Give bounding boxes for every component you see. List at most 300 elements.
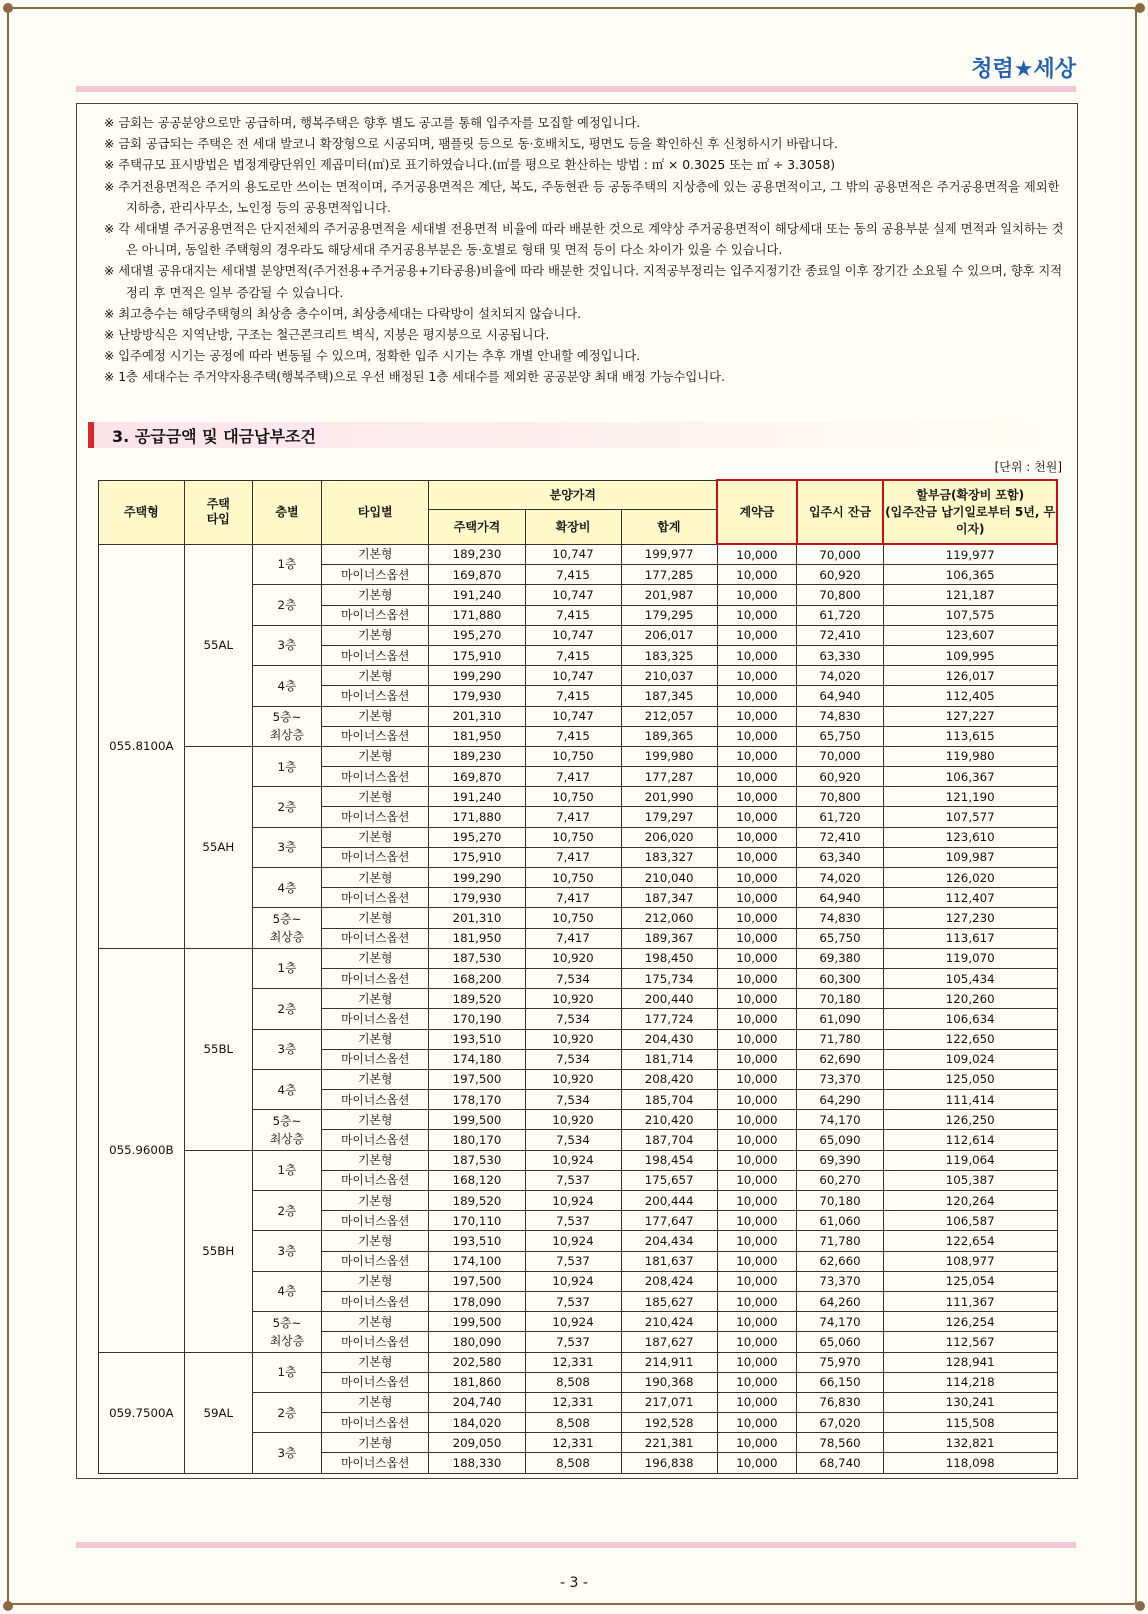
note-item: ※ 각 세대별 주거공용면적은 단지전체의 주거공용면적을 세대별 전용면적 비율에 따라 배분한 것으로 계약상 주거공용면적이 해당세대 또는 동의 공용부분 실제 면적과 일치하는 것은 아니며, 동일한 주택형의 경우라도 해당세대 주거공용부분은 동·호별로 형태 및 면적 등이 다소 차이가 있을 수 있습니다.	[104, 222, 1064, 258]
type-cell: 기본형	[322, 908, 429, 928]
unit-label: [단위 : 천원]	[994, 460, 1062, 474]
deposit-cell: 10,000	[717, 1392, 797, 1412]
house-type-cell: 055.9600B	[99, 948, 185, 1352]
frame-corner	[1135, 1601, 1145, 1611]
house-price-cell: 197,500	[429, 1069, 525, 1089]
col-house-type: 주택형	[99, 480, 185, 544]
type-cell: 기본형	[322, 1271, 429, 1291]
balance-cell: 72,410	[797, 625, 884, 645]
expansion-cell: 10,924	[525, 1191, 621, 1211]
expansion-cell: 7,415	[525, 565, 621, 585]
balance-cell: 65,750	[797, 726, 884, 746]
deposit-cell: 10,000	[717, 968, 797, 988]
total-cell: 204,434	[621, 1231, 717, 1251]
type-cell: 기본형	[322, 1150, 429, 1170]
deposit-cell: 10,000	[717, 888, 797, 908]
table-row	[99, 1150, 1058, 1170]
deposit-cell: 10,000	[717, 908, 797, 928]
total-cell: 199,977	[621, 544, 717, 565]
type-cell: 마이너스옵션	[322, 1090, 429, 1110]
expansion-cell: 10,747	[525, 666, 621, 686]
footer-divider	[76, 1542, 1076, 1548]
balance-cell: 70,180	[797, 989, 884, 1009]
balance-cell: 63,340	[797, 847, 884, 867]
deposit-cell: 10,000	[717, 1352, 797, 1372]
balance-cell: 70,180	[797, 1191, 884, 1211]
deposit-cell: 10,000	[717, 847, 797, 867]
deposit-cell: 10,000	[717, 1433, 797, 1453]
expansion-cell: 7,534	[525, 1049, 621, 1069]
page-number: - 3 -	[560, 1575, 588, 1591]
deposit-cell: 10,000	[717, 585, 797, 605]
installment-cell: 106,634	[883, 1009, 1057, 1029]
expansion-cell: 10,920	[525, 1110, 621, 1130]
balance-cell: 74,830	[797, 908, 884, 928]
deposit-cell: 10,000	[717, 1271, 797, 1291]
installment-cell: 132,821	[883, 1433, 1057, 1453]
total-cell: 189,365	[621, 726, 717, 746]
type-cell: 마이너스옵션	[322, 1009, 429, 1029]
house-price-cell: 195,270	[429, 827, 525, 847]
installment-cell: 109,995	[883, 645, 1057, 665]
total-cell: 175,657	[621, 1170, 717, 1190]
total-cell: 185,627	[621, 1291, 717, 1311]
balance-cell: 76,830	[797, 1392, 884, 1412]
deposit-cell: 10,000	[717, 1150, 797, 1170]
balance-cell: 61,720	[797, 605, 884, 625]
balance-cell: 71,780	[797, 1231, 884, 1251]
house-price-cell: 189,230	[429, 746, 525, 766]
balance-cell: 74,020	[797, 868, 884, 888]
deposit-cell: 10,000	[717, 1413, 797, 1433]
type-cell: 마이너스옵션	[322, 605, 429, 625]
house-price-cell: 189,230	[429, 544, 525, 565]
col-floor: 층별	[252, 480, 321, 544]
installment-cell: 121,187	[883, 585, 1057, 605]
total-cell: 212,057	[621, 706, 717, 726]
expansion-cell: 7,534	[525, 1090, 621, 1110]
total-cell: 179,297	[621, 807, 717, 827]
floor-cell: 2층	[252, 787, 321, 827]
installment-cell: 112,614	[883, 1130, 1057, 1150]
house-price-cell: 169,870	[429, 767, 525, 787]
deposit-cell: 10,000	[717, 706, 797, 726]
deposit-cell: 10,000	[717, 1332, 797, 1352]
house-price-cell: 199,290	[429, 666, 525, 686]
type-cell: 마이너스옵션	[322, 1130, 429, 1150]
balance-cell: 71,780	[797, 1029, 884, 1049]
house-price-cell: 191,240	[429, 585, 525, 605]
total-cell: 206,020	[621, 827, 717, 847]
expansion-cell: 12,331	[525, 1352, 621, 1372]
expansion-cell: 10,750	[525, 787, 621, 807]
balance-cell: 70,800	[797, 585, 884, 605]
expansion-cell: 7,534	[525, 1130, 621, 1150]
expansion-cell: 10,747	[525, 544, 621, 565]
type-cell: 마이너스옵션	[322, 888, 429, 908]
installment-cell: 123,610	[883, 827, 1057, 847]
deposit-cell: 10,000	[717, 1049, 797, 1069]
expansion-cell: 7,534	[525, 1009, 621, 1029]
house-price-cell: 193,510	[429, 1029, 525, 1049]
expansion-cell: 7,537	[525, 1211, 621, 1231]
frame-corner	[3, 3, 13, 13]
type-cell: 마이너스옵션	[322, 565, 429, 585]
installment-cell: 126,250	[883, 1110, 1057, 1130]
col-balance: 입주시 잔금	[797, 480, 884, 544]
total-cell: 185,704	[621, 1090, 717, 1110]
balance-cell: 65,060	[797, 1332, 884, 1352]
type-cell: 마이너스옵션	[322, 686, 429, 706]
total-cell: 177,647	[621, 1211, 717, 1231]
type-cell: 마이너스옵션	[322, 1453, 429, 1473]
expansion-cell: 10,750	[525, 908, 621, 928]
house-price-cell: 168,120	[429, 1170, 525, 1190]
balance-cell: 65,090	[797, 1130, 884, 1150]
balance-cell: 75,970	[797, 1352, 884, 1372]
type-cell: 기본형	[322, 625, 429, 645]
total-cell: 190,368	[621, 1372, 717, 1392]
expansion-cell: 10,750	[525, 868, 621, 888]
installment-cell: 113,617	[883, 928, 1057, 948]
balance-cell: 60,920	[797, 565, 884, 585]
deposit-cell: 10,000	[717, 948, 797, 968]
installment-cell: 130,241	[883, 1392, 1057, 1412]
house-price-cell: 195,270	[429, 625, 525, 645]
total-cell: 187,627	[621, 1332, 717, 1352]
house-price-cell: 189,520	[429, 989, 525, 1009]
deposit-cell: 10,000	[717, 726, 797, 746]
total-cell: 187,347	[621, 888, 717, 908]
type-cell: 마이너스옵션	[322, 1372, 429, 1392]
type-cell: 기본형	[322, 1191, 429, 1211]
expansion-cell: 7,415	[525, 645, 621, 665]
house-price-cell: 178,170	[429, 1090, 525, 1110]
balance-cell: 68,740	[797, 1453, 884, 1473]
total-cell: 181,714	[621, 1049, 717, 1069]
total-cell: 189,367	[621, 928, 717, 948]
installment-cell: 121,190	[883, 787, 1057, 807]
installment-cell: 118,098	[883, 1453, 1057, 1473]
floor-cell: 2층	[252, 585, 321, 625]
installment-cell: 126,254	[883, 1312, 1057, 1332]
house-price-cell: 168,200	[429, 968, 525, 988]
installment-cell: 126,017	[883, 666, 1057, 686]
type-cell: 기본형	[322, 1029, 429, 1049]
expansion-cell: 8,508	[525, 1372, 621, 1392]
type-cell: 마이너스옵션	[322, 1332, 429, 1352]
house-price-cell: 193,510	[429, 1231, 525, 1251]
balance-cell: 60,300	[797, 968, 884, 988]
balance-cell: 65,750	[797, 928, 884, 948]
type-cell: 기본형	[322, 1392, 429, 1412]
deposit-cell: 10,000	[717, 565, 797, 585]
total-cell: 196,838	[621, 1453, 717, 1473]
installment-cell: 109,024	[883, 1049, 1057, 1069]
floor-cell: 3층	[252, 625, 321, 665]
total-cell: 177,285	[621, 565, 717, 585]
installment-cell: 125,054	[883, 1271, 1057, 1291]
col-sale-price: 분양가격	[429, 480, 717, 509]
balance-cell: 69,390	[797, 1150, 884, 1170]
type-cell: 기본형	[322, 544, 429, 565]
house-subtype-cell: 55AH	[184, 746, 252, 948]
total-cell: 187,345	[621, 686, 717, 706]
total-cell: 212,060	[621, 908, 717, 928]
balance-cell: 73,370	[797, 1069, 884, 1089]
house-price-cell: 187,530	[429, 948, 525, 968]
installment-cell: 127,230	[883, 908, 1057, 928]
installment-cell: 115,508	[883, 1413, 1057, 1433]
balance-cell: 74,020	[797, 666, 884, 686]
house-price-cell: 199,290	[429, 868, 525, 888]
house-price-cell: 204,740	[429, 1392, 525, 1412]
expansion-cell: 7,415	[525, 726, 621, 746]
house-price-cell: 169,870	[429, 565, 525, 585]
total-cell: 198,450	[621, 948, 717, 968]
deposit-cell: 10,000	[717, 686, 797, 706]
type-cell: 기본형	[322, 706, 429, 726]
total-cell: 206,017	[621, 625, 717, 645]
deposit-cell: 10,000	[717, 1231, 797, 1251]
balance-cell: 61,090	[797, 1009, 884, 1029]
note-item: ※ 주거전용면적은 주거의 용도로만 쓰이는 면적이며, 주거공용면적은 계단, 복도, 주동현관 등 공동주택의 지상층에 있는 공용면적이고, 그 밖의 공용면적은 주거공용면적을 제외한 지하층, 관리사무소, 노인정 등의 공용면적입니다.	[104, 179, 1060, 215]
expansion-cell: 10,924	[525, 1271, 621, 1291]
type-cell: 마이너스옵션	[322, 767, 429, 787]
expansion-cell: 7,417	[525, 928, 621, 948]
total-cell: 198,454	[621, 1150, 717, 1170]
total-cell: 181,637	[621, 1251, 717, 1271]
house-subtype-cell: 55BH	[184, 1150, 252, 1352]
total-cell: 208,424	[621, 1271, 717, 1291]
balance-cell: 74,830	[797, 706, 884, 726]
house-type-cell: 059.7500A	[99, 1352, 185, 1473]
house-subtype-cell: 55AL	[184, 544, 252, 746]
expansion-cell: 7,417	[525, 767, 621, 787]
expansion-cell: 12,331	[525, 1433, 621, 1453]
house-price-cell: 175,910	[429, 847, 525, 867]
deposit-cell: 10,000	[717, 605, 797, 625]
expansion-cell: 7,415	[525, 686, 621, 706]
floor-cell: 4층	[252, 1069, 321, 1109]
installment-cell: 107,577	[883, 807, 1057, 827]
deposit-cell: 10,000	[717, 1312, 797, 1332]
floor-cell: 5층~ 최상층	[252, 1312, 321, 1352]
type-cell: 마이너스옵션	[322, 645, 429, 665]
table-row	[99, 544, 1058, 565]
deposit-cell: 10,000	[717, 827, 797, 847]
type-cell: 마이너스옵션	[322, 847, 429, 867]
floor-cell: 4층	[252, 666, 321, 706]
deposit-cell: 10,000	[717, 767, 797, 787]
expansion-cell: 10,924	[525, 1231, 621, 1251]
total-cell: 214,911	[621, 1352, 717, 1372]
total-cell: 175,734	[621, 968, 717, 988]
total-cell: 201,990	[621, 787, 717, 807]
expansion-cell: 10,750	[525, 827, 621, 847]
logo: 청렴★세상	[971, 57, 1076, 82]
type-cell: 기본형	[322, 948, 429, 968]
header-divider	[76, 86, 1076, 92]
expansion-cell: 10,924	[525, 1150, 621, 1170]
total-cell: 210,040	[621, 868, 717, 888]
col-type: 타입별	[322, 480, 429, 544]
deposit-cell: 10,000	[717, 1090, 797, 1110]
deposit-cell: 10,000	[717, 1453, 797, 1473]
type-cell: 기본형	[322, 989, 429, 1009]
installment-cell: 119,064	[883, 1150, 1057, 1170]
house-price-cell: 199,500	[429, 1312, 525, 1332]
type-cell: 마이너스옵션	[322, 1049, 429, 1069]
type-cell: 마이너스옵션	[322, 1291, 429, 1311]
balance-cell: 62,690	[797, 1049, 884, 1069]
type-cell: 마이너스옵션	[322, 807, 429, 827]
total-cell: 217,071	[621, 1392, 717, 1412]
total-cell: 210,420	[621, 1110, 717, 1130]
note-item: ※ 입주예정 시기는 공정에 따라 변동될 수 있으며, 정확한 입주 시기는 추후 개별 안내할 예정입니다.	[104, 349, 641, 364]
house-price-cell: 191,240	[429, 787, 525, 807]
expansion-cell: 7,417	[525, 847, 621, 867]
expansion-cell: 10,920	[525, 1069, 621, 1089]
balance-cell: 62,660	[797, 1251, 884, 1271]
balance-cell: 67,020	[797, 1413, 884, 1433]
balance-cell: 69,380	[797, 948, 884, 968]
total-cell: 177,287	[621, 767, 717, 787]
floor-cell: 5층~ 최상층	[252, 908, 321, 948]
house-price-cell: 175,910	[429, 645, 525, 665]
installment-cell: 125,050	[883, 1069, 1057, 1089]
deposit-cell: 10,000	[717, 787, 797, 807]
deposit-cell: 10,000	[717, 1372, 797, 1392]
house-price-cell: 187,530	[429, 1150, 525, 1170]
floor-cell: 5층~ 최상층	[252, 706, 321, 746]
house-price-cell: 197,500	[429, 1271, 525, 1291]
section-title: 3. 공급금액 및 대금납부조건	[112, 427, 316, 446]
installment-cell: 106,365	[883, 565, 1057, 585]
expansion-cell: 10,920	[525, 989, 621, 1009]
house-subtype-cell: 55BL	[184, 948, 252, 1150]
balance-cell: 64,940	[797, 888, 884, 908]
installment-cell: 106,587	[883, 1211, 1057, 1231]
note-item: ※ 세대별 공유대지는 세대별 분양면적(주거전용+주거공용+기타공용)비율에 따라 배분한 것입니다. 지적공부정리는 입주지정기간 종료일 이후 장기간 소요될 수 있으며, 향후 지적정리 후 면적은 일부 증감될 수 있습니다.	[104, 264, 1063, 300]
floor-cell: 5층~ 최상층	[252, 1110, 321, 1150]
floor-cell: 4층	[252, 1271, 321, 1311]
note-item: ※ 최고층수는 해당주택형의 최상층 층수이며, 최상층세대는 다락방이 설치되지 않습니다.	[104, 306, 582, 321]
total-cell: 200,440	[621, 989, 717, 1009]
balance-cell: 61,060	[797, 1211, 884, 1231]
installment-cell: 111,414	[883, 1090, 1057, 1110]
balance-cell: 64,290	[797, 1090, 884, 1110]
col-house-subtype: 주택 타입	[184, 480, 252, 544]
deposit-cell: 10,000	[717, 544, 797, 565]
balance-cell: 70,000	[797, 544, 884, 565]
type-cell: 기본형	[322, 585, 429, 605]
balance-cell: 70,000	[797, 746, 884, 766]
table-row	[99, 746, 1058, 766]
expansion-cell: 7,417	[525, 807, 621, 827]
deposit-cell: 10,000	[717, 807, 797, 827]
total-cell: 204,430	[621, 1029, 717, 1049]
house-price-cell: 188,330	[429, 1453, 525, 1473]
type-cell: 마이너스옵션	[322, 928, 429, 948]
house-price-cell: 180,170	[429, 1130, 525, 1150]
house-price-cell: 170,110	[429, 1211, 525, 1231]
section-marker	[88, 422, 94, 448]
deposit-cell: 10,000	[717, 666, 797, 686]
total-cell: 177,724	[621, 1009, 717, 1029]
house-price-cell: 171,880	[429, 807, 525, 827]
deposit-cell: 10,000	[717, 1211, 797, 1231]
deposit-cell: 10,000	[717, 1251, 797, 1271]
balance-cell: 70,800	[797, 787, 884, 807]
balance-cell: 74,170	[797, 1110, 884, 1130]
floor-cell: 1층	[252, 1150, 321, 1190]
floor-cell: 2층	[252, 1191, 321, 1231]
house-price-cell: 170,190	[429, 1009, 525, 1029]
expansion-cell: 7,417	[525, 888, 621, 908]
total-cell: 179,295	[621, 605, 717, 625]
expansion-cell: 7,537	[525, 1170, 621, 1190]
floor-cell: 3층	[252, 827, 321, 867]
installment-cell: 108,977	[883, 1251, 1057, 1271]
installment-cell: 112,567	[883, 1332, 1057, 1352]
house-price-cell: 178,090	[429, 1291, 525, 1311]
deposit-cell: 10,000	[717, 1009, 797, 1029]
installment-cell: 119,980	[883, 746, 1057, 766]
installment-cell: 120,260	[883, 989, 1057, 1009]
installment-cell: 128,941	[883, 1352, 1057, 1372]
type-cell: 기본형	[322, 1069, 429, 1089]
house-price-cell: 174,100	[429, 1251, 525, 1271]
installment-cell: 105,434	[883, 968, 1057, 988]
total-cell: 210,037	[621, 666, 717, 686]
installment-cell: 119,070	[883, 948, 1057, 968]
note-item: ※ 1층 세대수는 주거약자용주택(행복주택)으로 우선 배정된 1층 세대수를 제외한 공공분양 최대 배정 가능수입니다.	[104, 370, 725, 385]
installment-cell: 126,020	[883, 868, 1057, 888]
type-cell: 기본형	[322, 666, 429, 686]
col-total: 합계	[621, 509, 717, 544]
total-cell: 192,528	[621, 1413, 717, 1433]
type-cell: 기본형	[322, 1110, 429, 1130]
house-price-cell: 179,930	[429, 888, 525, 908]
deposit-cell: 10,000	[717, 645, 797, 665]
type-cell: 기본형	[322, 827, 429, 847]
note-item: ※ 난방방식은 지역난방, 구조는 철근콘크리트 벽식, 지붕은 평지붕으로 시공됩니다.	[104, 328, 550, 343]
installment-cell: 120,264	[883, 1191, 1057, 1211]
floor-cell: 4층	[252, 868, 321, 908]
house-price-cell: 181,860	[429, 1372, 525, 1392]
total-cell: 201,987	[621, 585, 717, 605]
total-cell: 208,420	[621, 1069, 717, 1089]
expansion-cell: 8,508	[525, 1453, 621, 1473]
type-cell: 마이너스옵션	[322, 1170, 429, 1190]
type-cell: 기본형	[322, 746, 429, 766]
deposit-cell: 10,000	[717, 928, 797, 948]
expansion-cell: 10,920	[525, 1029, 621, 1049]
deposit-cell: 10,000	[717, 746, 797, 766]
deposit-cell: 10,000	[717, 1029, 797, 1049]
balance-cell: 60,920	[797, 767, 884, 787]
col-installment: 할부금(확장비 포함) (입주잔금 납기일로부터 5년, 무이자)	[883, 480, 1057, 544]
installment-cell: 106,367	[883, 767, 1057, 787]
house-subtype-cell: 59AL	[184, 1352, 252, 1473]
note-item: ※ 주택규모 표시방법은 법정계량단위인 제곱미터(㎡)로 표기하였습니다.(㎡를 평으로 환산하는 방법 : ㎡ × 0.3025 또는 ㎡ ÷ 3.3058)	[104, 158, 836, 173]
total-cell: 210,424	[621, 1312, 717, 1332]
frame-corner	[1135, 3, 1145, 13]
house-price-cell: 181,950	[429, 928, 525, 948]
house-price-cell: 202,580	[429, 1352, 525, 1372]
deposit-cell: 10,000	[717, 1110, 797, 1130]
